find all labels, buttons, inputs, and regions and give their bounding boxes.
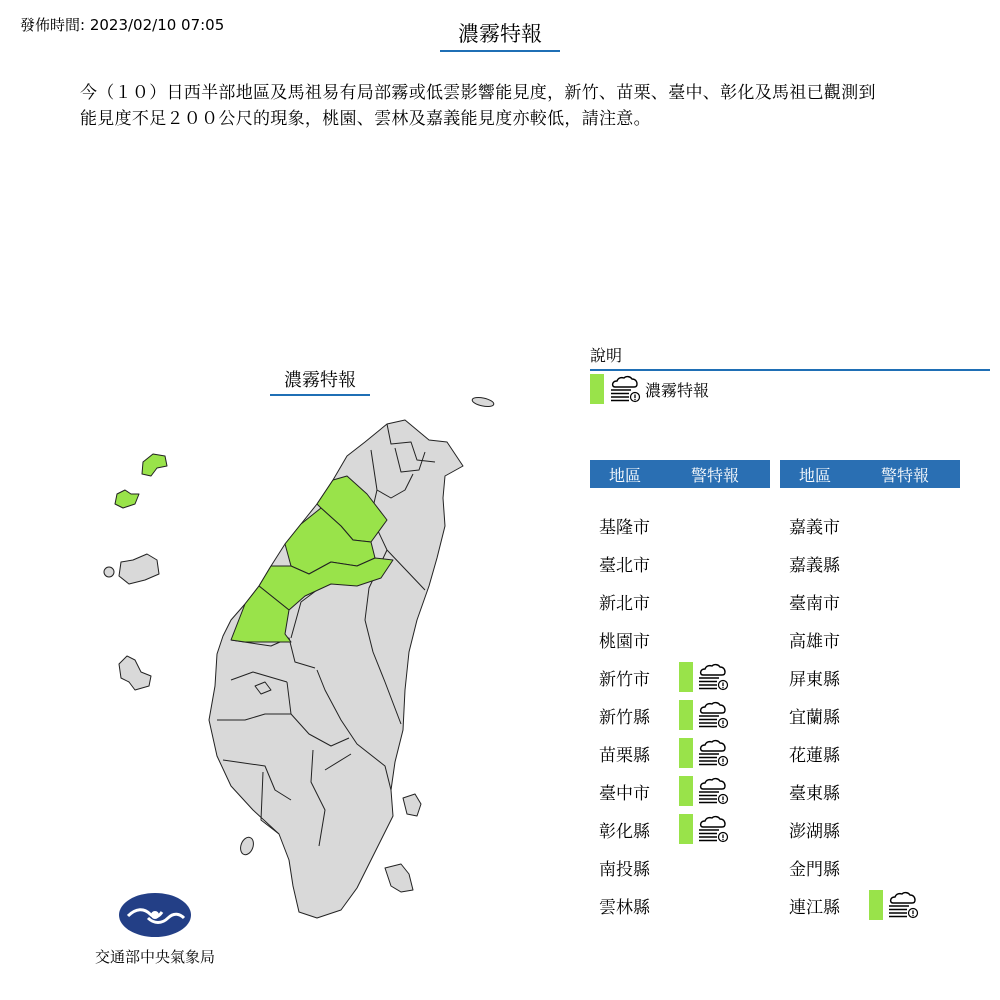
region-name: 南投縣	[599, 859, 650, 880]
agency-name: 交通部中央氣象局	[94, 948, 215, 966]
region-name: 澎湖縣	[789, 821, 840, 842]
table-row	[590, 506, 770, 544]
cwb-logo-icon	[118, 892, 192, 938]
header-warning: 警特報	[880, 465, 929, 485]
table-row	[590, 848, 770, 886]
table-row	[780, 886, 960, 924]
table-row	[780, 734, 960, 772]
region-name: 花蓮縣	[789, 745, 840, 766]
region-name: 桃園市	[599, 631, 650, 652]
table-row	[780, 696, 960, 734]
legend-swatch	[590, 374, 604, 404]
warning-swatch	[679, 738, 693, 768]
agency-block	[80, 892, 230, 967]
table-row	[590, 544, 770, 582]
table-row	[780, 506, 960, 544]
map-islet-pengjia	[471, 396, 494, 408]
region-name: 高雄市	[789, 631, 840, 652]
table-row	[780, 620, 960, 658]
table-row	[590, 658, 770, 696]
table-row	[590, 886, 770, 924]
page-title: 濃霧特報	[440, 18, 560, 52]
region-table-left	[590, 460, 770, 924]
map-islet-liuqiu	[238, 835, 255, 856]
table-row	[590, 734, 770, 772]
table-row	[780, 544, 960, 582]
region-name: 新北市	[599, 593, 650, 614]
warning-description	[80, 80, 940, 132]
region-name: 臺北市	[599, 555, 650, 576]
warning-swatch	[679, 662, 693, 692]
warning-cell	[869, 890, 919, 920]
warning-swatch	[679, 700, 693, 730]
region-name: 新竹縣	[599, 707, 650, 728]
table-header	[590, 460, 770, 488]
fog-icon	[609, 375, 641, 403]
warning-cell	[679, 776, 729, 806]
region-name: 臺中市	[599, 783, 650, 804]
warning-swatch	[679, 776, 693, 806]
header-region: 地區	[798, 465, 831, 485]
region-name: 嘉義縣	[789, 555, 840, 576]
warning-cell	[679, 814, 729, 844]
region-name: 雲林縣	[599, 897, 650, 918]
region-name: 新竹市	[599, 669, 650, 690]
description-line-1: 今（１０）日西半部地區及馬祖易有局部霧或低雲影響能見度，新竹、苗栗、臺中、彰化及馬祖已觀測到	[80, 83, 876, 103]
legend-title: 說明	[590, 343, 990, 371]
fog-icon	[697, 777, 729, 805]
map-region-lienchiang-south	[115, 490, 139, 508]
region-name: 宜蘭縣	[789, 707, 840, 728]
fog-icon	[697, 815, 729, 843]
table-rows	[780, 506, 960, 924]
fog-icon	[887, 891, 919, 919]
region-table-right	[780, 460, 960, 924]
map-region-kinmen-small	[104, 567, 114, 577]
table-row	[590, 696, 770, 734]
region-name: 屏東縣	[789, 669, 840, 690]
table-row	[780, 658, 960, 696]
fog-icon	[697, 663, 729, 691]
region-name: 金門縣	[789, 859, 840, 880]
table-row	[590, 810, 770, 848]
description-line-2: 能見度不足２００公尺的現象，桃園、雲林及嘉義能見度亦較低，請注意。	[80, 109, 651, 129]
warning-swatch	[679, 814, 693, 844]
table-rows	[590, 506, 770, 924]
map-islet-orchid-island	[385, 864, 413, 892]
warning-cell	[679, 662, 729, 692]
region-name: 臺南市	[789, 593, 840, 614]
taiwan-map	[95, 390, 495, 930]
region-name: 嘉義市	[789, 517, 840, 538]
table-row	[780, 582, 960, 620]
warning-swatch	[869, 890, 883, 920]
region-name: 連江縣	[789, 897, 840, 918]
region-name: 彰化縣	[599, 821, 650, 842]
map-title: 濃霧特報	[270, 366, 370, 396]
header-warning: 警特報	[690, 465, 739, 485]
region-name: 苗栗縣	[599, 745, 650, 766]
legend-label: 濃霧特報	[645, 380, 710, 400]
table-row	[590, 772, 770, 810]
region-name: 臺東縣	[789, 783, 840, 804]
warning-cell	[679, 738, 729, 768]
map-islet-green-island	[403, 794, 421, 816]
map-region-kinmen	[119, 554, 159, 584]
map-region-penghu	[119, 656, 151, 690]
map-region-lienchiang	[142, 454, 167, 476]
issue-time: 發佈時間: 2023/02/10 07:05	[20, 16, 225, 34]
fog-icon	[697, 701, 729, 729]
header-region: 地區	[608, 465, 641, 485]
table-row	[780, 810, 960, 848]
table-header	[780, 460, 960, 488]
warning-cell	[679, 700, 729, 730]
fog-icon	[697, 739, 729, 767]
legend-item-fog	[590, 374, 709, 404]
region-name: 基隆市	[599, 517, 650, 538]
table-row	[780, 848, 960, 886]
table-row	[780, 772, 960, 810]
table-row	[590, 620, 770, 658]
table-row	[590, 582, 770, 620]
